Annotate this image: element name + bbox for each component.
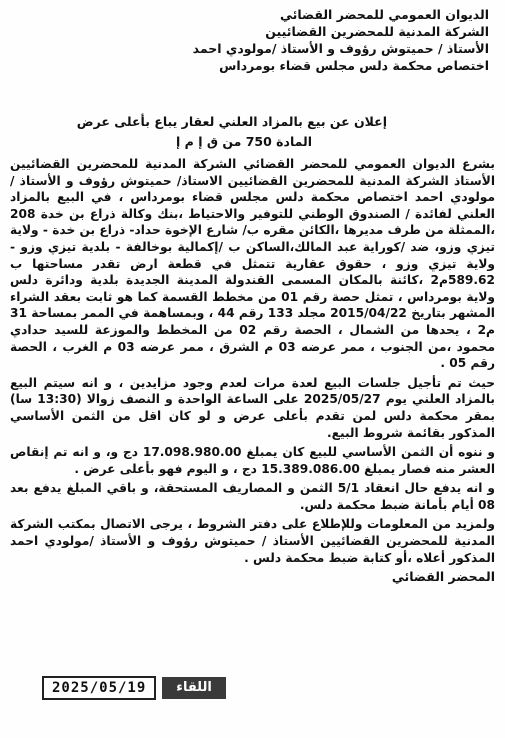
publication-date: 2025/05/19 [42, 676, 156, 700]
issuer-bailiffs: الأستاذ / حميتوش رؤوف و الأستاذ /مولودي احمد [192, 41, 489, 56]
announcement-heading [7, 112, 387, 152]
notice-paragraph-payment: و انه يدفع حال انعقاد 5/1 الثمن و المصاريف المستحقة، و باقي المبلغ يدفع بعد 08 أيام بأمانة ضبط محكمة دلس. [10, 481, 495, 512]
announcement-article: المادة 750 من ق إ م إ [176, 134, 312, 149]
issuer-company: الشركة المدنية للمحضرين القضائيين [265, 24, 489, 39]
newspaper-name: اللقاء [162, 677, 226, 699]
issuer-header [19, 6, 489, 74]
notice-body [10, 156, 495, 586]
signature: المحضر القضائي [391, 569, 495, 585]
notice-paragraph-sale-date: حيث تم تأجيل جلسات البيع لعدة مرات لعدم وجود مزايدين ، و انه سيتم البيع بالمزاد العلني يوم 2025/05/27 على الساعة الواحدة و النصف زوالا (13:30 سا) بمقر محكمة دلس لمن تقدم بأعلى عرض و لو كان اقل من الثمن الأساسي المذكور بقائمة شروط البيع. [10, 375, 495, 440]
announcement-title: إعلان عن بيع بالمزاد العلني لعقار يباع بأعلى عرض [76, 114, 387, 129]
issuer-office: الديوان العمومي للمحضر القضائي [280, 7, 489, 22]
publication-footer [42, 676, 222, 700]
notice-paragraph-contact: ولمزيد من المعلومات وللإطلاع على دفتر الشروط ، يرجى الاتصال بمكتب الشركة المدنية للمحضرين القضائيين الأستاذ / حميتوش رؤوف و الأستاذ /مولودي احمد المذكور أعلاه ،أو كتابة ضبط محكمة دلس . [10, 517, 495, 565]
notice-paragraph-property: بشرع الديوان العمومي للمحضر القضائي الشركة المدنية للمحضرين القضائيين الأستاذ الشركة المدنية للمحضرين القضائيين الاستاذ/ حميتوش رؤوف و الأستاذ /مولودي احمد اختصاص محكمة دلس مجلس قضاء بومرداس ، في البيع بالمزاد العلني لفائدة / الصندوق الوطني للتوفير والاحتياط ،بنك وكالة ذراع بن خدة 208 ،الممثلة من طرف مديرها ،الكائن مقره ب/ شارع الإخوة حداد- ذراع بن خدة - ولاية تيزي وزو، ضد /كوراية عبد المالك،الساكن ب /إكمالية بوخالفة - بلدية تيزي وزو - ولاية تيزي وزو ، حقوق عقارية تتمثل في قطعة ارض تقدر مساحتها ب 589.62م2 ،كائنة بالمكان المسمى القندولة المدينة الجديدة بلدية ودائرة دلس ولاية بومرداس ، تمثل حصة رقم 01 من مخطط القسمة كما هو ثابت بعقد الشراء المشهر بتاريخ 2015/04/22 مجلد 133 رقم 44 ، وبمساهمة في الممر بمساحة 31 م2 ، يحدها من الشمال ، الحصة رقم 02 من المخطط والموزعة للسيد حدادي محمود ،من الجنوب ، ممر عرضه 03 م الشرق ، ممر عرضه 03 م الغرب ، الحصة رقم 05 . [10, 157, 496, 371]
issuer-jurisdiction: اختصاص محكمة دلس مجلس قضاء بومرداس [219, 58, 489, 73]
notice-paragraph-price: و ننوه أن الثمن الأساسي للبيع كان يمبلغ 17.098.980.00 دج و، و انه تم إنقاص العشر منه فصار يمبلغ 15.389.086.00 دج ، و اليوم فهو بأعلى عرض . [10, 445, 495, 476]
